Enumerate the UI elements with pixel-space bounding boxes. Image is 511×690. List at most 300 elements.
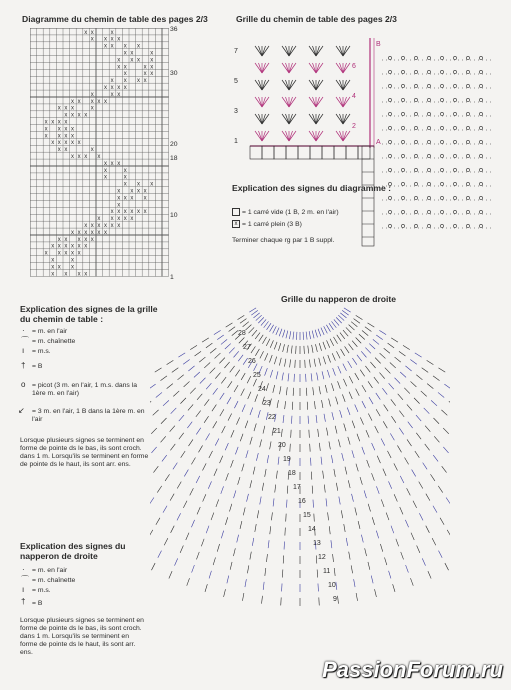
stitch-mark [276, 371, 278, 379]
stitch-mark [239, 338, 245, 344]
stitch-mark [324, 485, 325, 493]
stitch-mark [194, 372, 200, 377]
stitch-mark [177, 482, 181, 489]
filled-square-mark: x [84, 112, 88, 119]
stitch-mark [326, 428, 327, 436]
stitch-mark [183, 501, 187, 508]
stitch-mark [326, 498, 327, 506]
stitch-mark [327, 370, 329, 378]
stitch-mark [336, 63, 343, 73]
stitch-mark [158, 551, 162, 558]
stitch-mark [330, 339, 334, 346]
stitch-mark [291, 346, 292, 354]
stitch-mark [289, 63, 293, 73]
stitch-mark [412, 470, 416, 477]
filled-square-mark: x [123, 64, 127, 71]
stitch-mark [326, 325, 330, 332]
stitch-mark [253, 379, 256, 386]
grid-square [262, 146, 274, 159]
stitch-mark [360, 417, 363, 424]
stitch-mark [266, 383, 268, 391]
stitch-mark [340, 333, 345, 339]
stitch-mark [328, 355, 331, 363]
row-label: 24 [258, 386, 266, 393]
row-number: 5 [234, 78, 238, 85]
stitch-mark [343, 379, 346, 386]
picot-mark [440, 140, 443, 143]
stitch-mark [398, 394, 403, 400]
row-number: 7 [234, 48, 238, 55]
row-label: 18 [288, 470, 296, 477]
stitch-mark [250, 437, 252, 445]
slip-stitch-icon: ⌒ [21, 575, 29, 584]
stitch-mark [178, 353, 185, 357]
picot-mark [466, 210, 469, 213]
stitch-mark [362, 331, 368, 336]
stitch-mark [255, 80, 262, 90]
stitch-mark [249, 327, 255, 333]
row-label: 26 [248, 358, 256, 365]
filled-square-mark: x [150, 50, 154, 57]
stitch-mark [375, 426, 379, 433]
stitch-mark [262, 131, 269, 141]
filled-square-mark: x [117, 202, 121, 209]
stitch-mark [390, 363, 396, 368]
picot-mark [479, 56, 482, 59]
stitch-mark [293, 332, 294, 340]
picot-mark [401, 224, 404, 227]
stitch-mark [249, 308, 256, 312]
filled-square-mark: x [64, 271, 68, 278]
filled-square-mark: x [51, 271, 55, 278]
stitch-mark [323, 357, 325, 365]
picot-mark [466, 98, 469, 101]
filled-square-mark: x [104, 167, 107, 174]
stitch-mark [415, 451, 419, 458]
filled-square-mark: x [90, 223, 94, 229]
picot-mark [388, 154, 391, 157]
stitch-mark [265, 368, 268, 376]
stitch-mark [343, 46, 347, 56]
stitch-mark [220, 409, 224, 416]
picot-icon: o [21, 380, 26, 389]
stitch-mark [313, 46, 317, 56]
stitch-mark [210, 348, 216, 353]
stitch-mark [403, 345, 410, 349]
stitch-mark [407, 439, 411, 446]
letter-b: B [376, 41, 381, 48]
stitch-mark [388, 343, 394, 348]
grid-square [286, 146, 298, 159]
grid-square [250, 146, 262, 159]
stitch-mark [336, 97, 343, 107]
filled-square-mark: x [97, 216, 101, 223]
stitch-mark [274, 357, 276, 365]
filled-square-mark: x [104, 43, 107, 50]
stitch-mark [365, 548, 367, 556]
stitch-mark [322, 400, 323, 408]
stitch-mark [360, 370, 364, 377]
stitch-mark [279, 329, 282, 337]
stitch-mark [352, 358, 356, 365]
picot-mark [414, 210, 417, 213]
stitch-mark [265, 469, 266, 477]
stitch-mark [394, 463, 398, 470]
stitch-mark [217, 544, 219, 552]
stitch-mark [210, 368, 216, 374]
stitch-mark [309, 131, 316, 141]
filled-square-mark: x [71, 140, 74, 147]
stitch-mark [313, 387, 314, 395]
row-label: 20 [278, 442, 286, 449]
stitch-mark [348, 480, 350, 488]
doily-legend-title: Explication des signes du napperon de droite [20, 541, 126, 561]
stitch-mark [354, 319, 360, 324]
stitch-mark [400, 507, 403, 514]
filled-square-mark: x [71, 112, 74, 119]
filled-square-mark: x [123, 195, 127, 202]
filled-square-mark: x [123, 174, 127, 181]
filled-square-mark: x [90, 147, 94, 154]
axis-label-18: 18 [170, 155, 178, 162]
stitch-mark [343, 97, 350, 107]
picot-mark [479, 140, 482, 143]
picot-mark [388, 70, 391, 73]
stitch-mark [266, 339, 270, 346]
stitch-mark [380, 544, 382, 552]
filled-square-mark: x [51, 257, 55, 264]
picot-mark [388, 98, 391, 101]
stitch-mark [215, 373, 220, 379]
filled-square-mark: x [97, 229, 101, 236]
stitch-mark [365, 348, 371, 354]
stitch-mark [178, 375, 184, 380]
stitch-mark [400, 476, 404, 483]
stitch-mark [340, 131, 344, 141]
single-crochet-icon: ı [22, 585, 25, 594]
filled-square-mark: x [90, 229, 94, 236]
stitch-mark [375, 358, 381, 364]
stitch-mark [354, 579, 355, 587]
picot-mark [453, 168, 456, 171]
stitch-mark [284, 359, 285, 367]
stitch-mark [381, 499, 384, 507]
filled-square-mark: x [117, 160, 121, 167]
filled-square-mark: x [117, 64, 121, 71]
stitch-mark [316, 46, 320, 56]
stitch-mark [209, 571, 211, 579]
stitch-mark [391, 399, 396, 405]
filled-square-mark: x [130, 188, 134, 195]
filled-square-mark: x [117, 85, 121, 91]
filled-square-mark: x [57, 133, 61, 140]
stitch-mark [161, 436, 166, 442]
stitch-mark [316, 114, 320, 124]
stitch-mark [236, 417, 239, 424]
stitch-mark [156, 518, 160, 525]
row-label: 9 [333, 596, 337, 603]
filled-square-mark: x [57, 236, 61, 243]
stitch-mark [349, 552, 350, 560]
picot-mark [401, 182, 404, 185]
filled-square-mark: x [110, 91, 114, 98]
stitch-mark [183, 360, 189, 365]
picot-mark [453, 126, 456, 129]
stitch-mark [343, 330, 348, 336]
stitch-mark [256, 453, 258, 461]
picot-mark [479, 84, 482, 87]
stitch-mark [228, 381, 232, 388]
stitch-mark [197, 507, 200, 514]
filled-square-mark: x [57, 264, 61, 271]
stitch-mark [386, 513, 389, 521]
picot-mark [479, 224, 482, 227]
stitch-mark [324, 326, 328, 333]
stitch-mark [282, 63, 289, 73]
filled-square-mark: x [110, 43, 114, 50]
row-label: 27 [243, 344, 251, 351]
stitch-mark [289, 131, 293, 141]
picot-mark [388, 140, 391, 143]
slip-stitch-icon: ⌒ [21, 336, 29, 345]
stitch-mark [316, 114, 323, 124]
stitch-mark [344, 423, 346, 431]
stitch-mark [416, 433, 421, 439]
stitch-mark [240, 521, 242, 529]
filled-square-mark: x [57, 140, 61, 147]
stitch-mark [314, 359, 315, 367]
stitch-mark [151, 563, 155, 570]
stitch-mark [269, 355, 272, 363]
stitch-mark [359, 334, 365, 339]
row-label: 11 [323, 568, 331, 575]
picot-mark [479, 196, 482, 199]
filled-square-mark: x [137, 43, 140, 50]
stitch-mark [246, 450, 248, 458]
stitch-mark [248, 392, 251, 399]
stitch-mark [352, 341, 357, 347]
stitch-mark [190, 488, 194, 495]
row-label: 21 [273, 428, 281, 435]
legend-finish: Terminer chaque rg par 1 B suppl. [232, 237, 335, 244]
stitch-mark [262, 63, 266, 73]
stitch-mark [356, 338, 362, 344]
picot-mark [427, 112, 430, 115]
stitch-mark [323, 342, 326, 350]
stitch-mark [382, 388, 387, 394]
filled-square-mark: x [123, 50, 127, 57]
stitch-mark [255, 63, 262, 73]
stitch-mark [153, 410, 159, 415]
filled-square-mark: x [71, 154, 74, 160]
stitch-mark [201, 539, 204, 547]
stitch-mark [270, 441, 271, 449]
stitch-mark [313, 80, 317, 90]
stitch-mark [337, 335, 341, 342]
stitch-mark [224, 362, 229, 368]
stitch-mark [172, 368, 178, 373]
stitch-mark [306, 332, 307, 340]
stitch-mark [212, 405, 216, 412]
stitch-mark [163, 400, 169, 405]
stitch-mark [209, 451, 213, 458]
stitch-mark [259, 114, 263, 124]
stitch-mark [234, 385, 238, 392]
picot-mark [440, 70, 443, 73]
picot-mark [388, 126, 391, 129]
stitch-mark [258, 410, 260, 418]
picot-mark [401, 168, 404, 171]
picot-mark [427, 210, 430, 213]
filled-square-mark: x [117, 188, 121, 195]
right-chart-title: Grille du chemin de table des pages 2/3 [236, 14, 397, 24]
runner-legend-item: = B [32, 363, 43, 370]
picot-mark [401, 84, 404, 87]
stitch-mark [351, 565, 352, 573]
filled-square-mark: x [123, 43, 127, 50]
stitch-mark [336, 351, 340, 358]
stitch-mark [273, 385, 275, 393]
stitch-mark [267, 455, 268, 463]
filled-square-mark: x [71, 264, 74, 271]
stitch-mark [257, 510, 258, 518]
picot-mark [427, 70, 430, 73]
stitch-mark [383, 421, 387, 428]
stitch-mark [287, 345, 288, 353]
stitch-mark [341, 349, 345, 356]
stitch-mark [340, 114, 344, 124]
stitch-mark [184, 381, 190, 386]
stitch-mark [253, 313, 259, 318]
stitch-mark [286, 97, 290, 107]
stitch-mark [342, 310, 348, 315]
stitch-mark [319, 443, 320, 451]
row-number: 1 [234, 138, 238, 145]
stitch-mark [262, 114, 266, 124]
picot-mark [401, 70, 404, 73]
filled-square-mark: x [137, 181, 140, 188]
stitch-mark [336, 397, 338, 405]
stitch-mark [312, 331, 314, 339]
stitch-mark [331, 455, 332, 463]
picot-mark [479, 154, 482, 157]
stitch-mark [199, 357, 205, 362]
filled-square-mark: x [143, 64, 147, 71]
stitch-mark [426, 494, 430, 501]
stitch-mark [426, 526, 430, 533]
stitch-mark [383, 469, 386, 476]
stitch-mark [345, 346, 349, 353]
stitch-mark [165, 474, 169, 481]
stitch-mark [388, 481, 391, 488]
stitch-mark [370, 362, 375, 368]
stitch-mark [289, 80, 296, 90]
stitch-mark [262, 596, 263, 604]
stitch-mark [184, 470, 188, 477]
stitch-mark [225, 344, 231, 349]
filled-square-mark: x [150, 181, 154, 188]
filled-square-mark: x [123, 216, 127, 223]
picot-mark [453, 98, 456, 101]
stitch-mark [362, 447, 365, 455]
stitch-mark [270, 325, 274, 332]
stitch-mark [390, 433, 394, 440]
stitch-mark [241, 373, 245, 380]
stitch-mark [340, 97, 344, 107]
stitch-mark [348, 361, 352, 368]
filled-square-mark: x [77, 243, 81, 250]
stitch-mark [259, 46, 263, 56]
picot-mark [401, 140, 404, 143]
stitch-mark [289, 114, 293, 124]
stitch-mark [286, 131, 290, 141]
stitch-mark [206, 526, 209, 534]
filled-square-mark: x [71, 126, 74, 133]
stitch-mark [173, 391, 179, 396]
picot-mark [453, 210, 456, 213]
stitch-mark [433, 418, 439, 424]
stitch-mark [309, 114, 316, 124]
filled-square-mark: x [123, 167, 127, 174]
stitch-mark [289, 97, 296, 107]
stitch-mark [368, 562, 370, 570]
stitch-mark [373, 339, 379, 344]
full-square-icon: x [232, 220, 240, 228]
stitch-mark [399, 411, 404, 417]
stitch-mark [374, 377, 379, 383]
stitch-mark [206, 433, 210, 440]
stitch-mark [368, 504, 370, 512]
filled-square-mark: x [150, 71, 154, 78]
picot-mark [388, 168, 391, 171]
stitch-mark [255, 349, 259, 356]
chain-icon: · [22, 326, 25, 335]
filled-square-mark: x [64, 236, 68, 243]
filled-square-mark: x [137, 188, 140, 195]
stitch-mark [286, 114, 290, 124]
stitch-mark [282, 80, 289, 90]
stitch-mark [316, 131, 323, 141]
picot-mark [466, 56, 469, 59]
filled-square-mark: x [110, 29, 114, 36]
stitch-mark [340, 410, 342, 418]
picot-mark [479, 168, 482, 171]
row-number: 6 [352, 63, 356, 70]
stitch-mark [322, 371, 324, 379]
stitch-mark [221, 377, 226, 383]
stitch-mark [365, 366, 370, 372]
stitch-mark [336, 131, 343, 141]
stitch-mark [226, 473, 229, 481]
picot-mark [414, 196, 417, 199]
stitch-mark [384, 348, 390, 353]
stitch-mark [434, 436, 439, 442]
grid-square [334, 146, 346, 159]
filled-square-mark: x [64, 250, 68, 257]
filled-square-mark: x [90, 36, 94, 43]
stitch-mark [199, 445, 203, 452]
stitch-mark [336, 317, 342, 323]
stitch-mark [277, 400, 278, 408]
stitch-mark [361, 535, 363, 543]
doily-legend-item: = m.s. [32, 587, 51, 594]
stitch-mark [375, 589, 377, 597]
picot-mark [427, 140, 430, 143]
filled-square-mark: x [44, 119, 48, 126]
stitch-mark [162, 455, 167, 461]
filled-square-mark: x [84, 154, 88, 160]
stitch-mark [214, 330, 221, 334]
